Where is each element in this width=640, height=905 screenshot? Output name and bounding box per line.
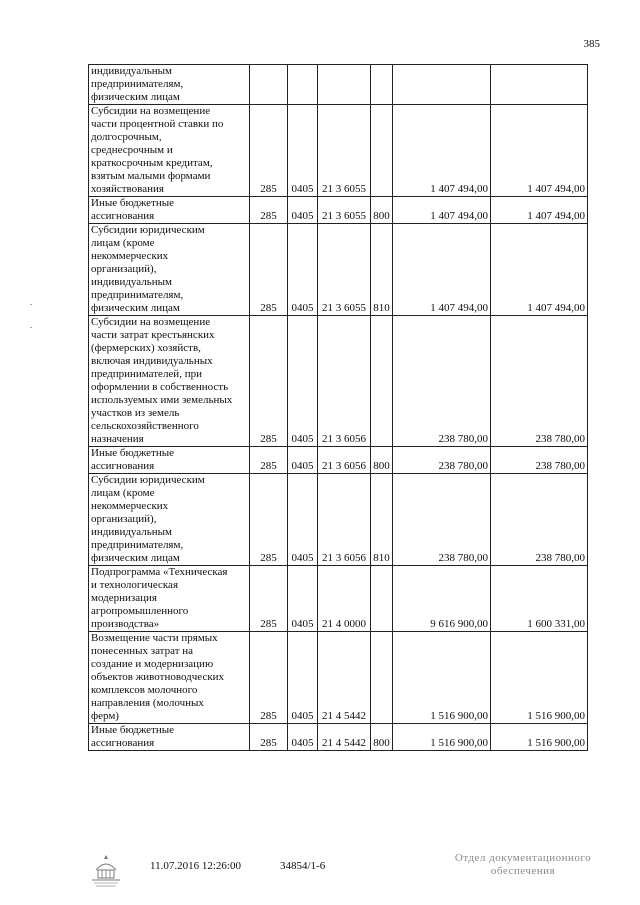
target-article-cell: 21 3 6055 <box>318 105 371 197</box>
table-row <box>89 316 588 447</box>
amount-cell: 1 516 900,00 <box>393 632 491 724</box>
table-row <box>89 224 588 316</box>
table-row <box>89 447 588 474</box>
admin-code-cell: 285 <box>250 105 288 197</box>
row-name-line: понесенных затрат на <box>91 645 194 657</box>
amount-cell: 1 407 494,00 <box>491 197 588 224</box>
admin-code-cell: 285 <box>250 474 288 566</box>
target-article-cell: 21 4 0000 <box>318 566 371 632</box>
row-name-line: Субсидии юридическим <box>91 474 205 486</box>
admin-code-cell: 285 <box>250 724 288 751</box>
footer-org-line: Отдел документационного <box>454 852 592 864</box>
amount-cell: 238 780,00 <box>491 316 588 447</box>
row-name-line: физическим лицам <box>91 91 180 103</box>
row-name-line: предпринимателей, при <box>91 368 202 380</box>
expense-kind-cell <box>371 316 393 447</box>
footer-org-stamp <box>448 852 598 878</box>
section-code-cell: 0405 <box>288 566 318 632</box>
row-name-line: предпринимателям, <box>91 539 184 551</box>
row-name-line: части затрат крестьянских <box>91 329 215 341</box>
expense-kind-cell: 800 <box>371 724 393 751</box>
amount-cell: 238 780,00 <box>393 316 491 447</box>
row-name-line: ассигнования <box>91 460 155 472</box>
amount-cell: 1 407 494,00 <box>491 105 588 197</box>
row-name-line: Иные бюджетные <box>91 447 175 459</box>
table-row <box>89 566 588 632</box>
amount-cell: 1 600 331,00 <box>491 566 588 632</box>
target-article-cell: 21 3 6056 <box>318 474 371 566</box>
admin-code-cell: 285 <box>250 316 288 447</box>
amount-cell <box>393 65 491 105</box>
amount-cell: 238 780,00 <box>393 447 491 474</box>
section-code-cell: 0405 <box>288 105 318 197</box>
row-name-line: объектов животноводческих <box>91 671 225 683</box>
row-name-line: Субсидии на возмещение <box>91 316 211 328</box>
footer-doc-number: 34854/1-6 <box>280 860 326 872</box>
row-name-line: некоммерческих <box>91 500 169 512</box>
row-name-line: краткосрочным кредитам, <box>91 157 213 169</box>
row-name-line: модернизация <box>91 592 157 604</box>
row-name-line: среднесрочным и <box>91 144 173 156</box>
table-row <box>89 197 588 224</box>
margin-mark <box>30 304 32 305</box>
target-article-cell: 21 3 6055 <box>318 197 371 224</box>
target-article-cell <box>318 65 371 105</box>
target-article-cell: 21 3 6056 <box>318 316 371 447</box>
row-name-line: взятым малыми формами <box>91 170 211 182</box>
row-name-line: используемых ими земельных <box>91 394 233 406</box>
admin-code-cell: 285 <box>250 447 288 474</box>
row-name-line: создание и модернизацию <box>91 658 214 670</box>
budget-table <box>88 64 588 751</box>
row-name-line: предпринимателям, <box>91 78 184 90</box>
row-name-line: физическим лицам <box>91 552 180 564</box>
expense-kind-cell <box>371 65 393 105</box>
table-row <box>89 105 588 197</box>
section-code-cell: 0405 <box>288 316 318 447</box>
expense-kind-cell <box>371 632 393 724</box>
page-number: 385 <box>583 38 600 50</box>
expense-kind-cell <box>371 105 393 197</box>
margin-mark <box>30 327 32 328</box>
row-name-line: сельскохозяйственного <box>91 420 199 432</box>
table-row <box>89 65 588 105</box>
section-code-cell: 0405 <box>288 447 318 474</box>
amount-cell <box>491 65 588 105</box>
row-name-line: Субсидии юридическим <box>91 224 205 236</box>
row-name-line: организаций), <box>91 263 157 275</box>
row-name-line: хозяйствования <box>91 183 164 195</box>
row-name <box>89 566 250 632</box>
table-row <box>89 724 588 751</box>
row-name-line: Иные бюджетные <box>91 197 175 209</box>
table-row <box>89 632 588 724</box>
row-name-line: назначения <box>91 433 144 445</box>
section-code-cell: 0405 <box>288 224 318 316</box>
row-name-line: комплексов молочного <box>91 684 198 696</box>
expense-kind-cell: 800 <box>371 447 393 474</box>
footer-date: 11.07.2016 12:26:00 <box>150 860 241 872</box>
admin-code-cell <box>250 65 288 105</box>
amount-cell: 1 407 494,00 <box>393 197 491 224</box>
expense-kind-cell: 810 <box>371 224 393 316</box>
row-name-line: лицам (кроме <box>91 487 155 499</box>
target-article-cell: 21 3 6055 <box>318 224 371 316</box>
admin-code-cell: 285 <box>250 197 288 224</box>
footer <box>0 852 640 892</box>
row-name-line: и технологическая <box>91 579 179 591</box>
section-code-cell: 0405 <box>288 724 318 751</box>
section-code-cell: 0405 <box>288 632 318 724</box>
emblem-icon <box>87 852 125 888</box>
row-name-line: участков из земель <box>91 407 180 419</box>
row-name-line: ассигнования <box>91 737 155 749</box>
row-name-line: агропромышленного <box>91 605 189 617</box>
row-name-line: долгосрочным, <box>91 131 162 143</box>
section-code-cell <box>288 65 318 105</box>
section-code-cell: 0405 <box>288 474 318 566</box>
row-name-line: индивидуальным <box>91 276 173 288</box>
row-name <box>89 197 250 224</box>
row-name-line: направления (молочных <box>91 697 204 709</box>
row-name <box>89 316 250 447</box>
row-name-line: Иные бюджетные <box>91 724 175 736</box>
amount-cell: 1 407 494,00 <box>393 224 491 316</box>
row-name <box>89 724 250 751</box>
amount-cell: 1 516 900,00 <box>491 724 588 751</box>
expense-kind-cell <box>371 566 393 632</box>
amount-cell: 1 516 900,00 <box>491 632 588 724</box>
admin-code-cell: 285 <box>250 632 288 724</box>
amount-cell: 238 780,00 <box>491 447 588 474</box>
row-name <box>89 474 250 566</box>
row-name-line: физическим лицам <box>91 302 180 314</box>
row-name-line: лицам (кроме <box>91 237 155 249</box>
target-article-cell: 21 3 6056 <box>318 447 371 474</box>
row-name-line: ассигнования <box>91 210 155 222</box>
amount-cell: 1 516 900,00 <box>393 724 491 751</box>
row-name <box>89 65 250 105</box>
amount-cell: 238 780,00 <box>393 474 491 566</box>
admin-code-cell: 285 <box>250 224 288 316</box>
amount-cell: 9 616 900,00 <box>393 566 491 632</box>
row-name-line: части процентной ставки по <box>91 118 224 130</box>
row-name-line: Субсидии на возмещение <box>91 105 211 117</box>
row-name-line: индивидуальным <box>91 526 173 538</box>
row-name-line: некоммерческих <box>91 250 169 262</box>
row-name <box>89 105 250 197</box>
row-name-line: предпринимателям, <box>91 289 184 301</box>
row-name <box>89 224 250 316</box>
table-row <box>89 474 588 566</box>
admin-code-cell: 285 <box>250 566 288 632</box>
row-name-line: включая индивидуальных <box>91 355 213 367</box>
row-name <box>89 632 250 724</box>
expense-kind-cell: 800 <box>371 197 393 224</box>
row-name-line: оформлении в собственность <box>91 381 229 393</box>
row-name-line: Возмещение части прямых <box>91 632 218 644</box>
row-name-line: (фермерских) хозяйств, <box>91 342 201 354</box>
row-name-line: Подпрограмма «Техническая <box>91 566 228 578</box>
section-code-cell: 0405 <box>288 197 318 224</box>
row-name-line: организаций), <box>91 513 157 525</box>
expense-kind-cell: 810 <box>371 474 393 566</box>
row-name-line: производства» <box>91 618 160 630</box>
row-name-line: ферм) <box>91 710 119 722</box>
target-article-cell: 21 4 5442 <box>318 632 371 724</box>
row-name <box>89 447 250 474</box>
target-article-cell: 21 4 5442 <box>318 724 371 751</box>
footer-org-line: обеспечения <box>490 865 556 877</box>
amount-cell: 1 407 494,00 <box>393 105 491 197</box>
row-name-line: индивидуальным <box>91 65 173 77</box>
amount-cell: 1 407 494,00 <box>491 224 588 316</box>
amount-cell: 238 780,00 <box>491 474 588 566</box>
